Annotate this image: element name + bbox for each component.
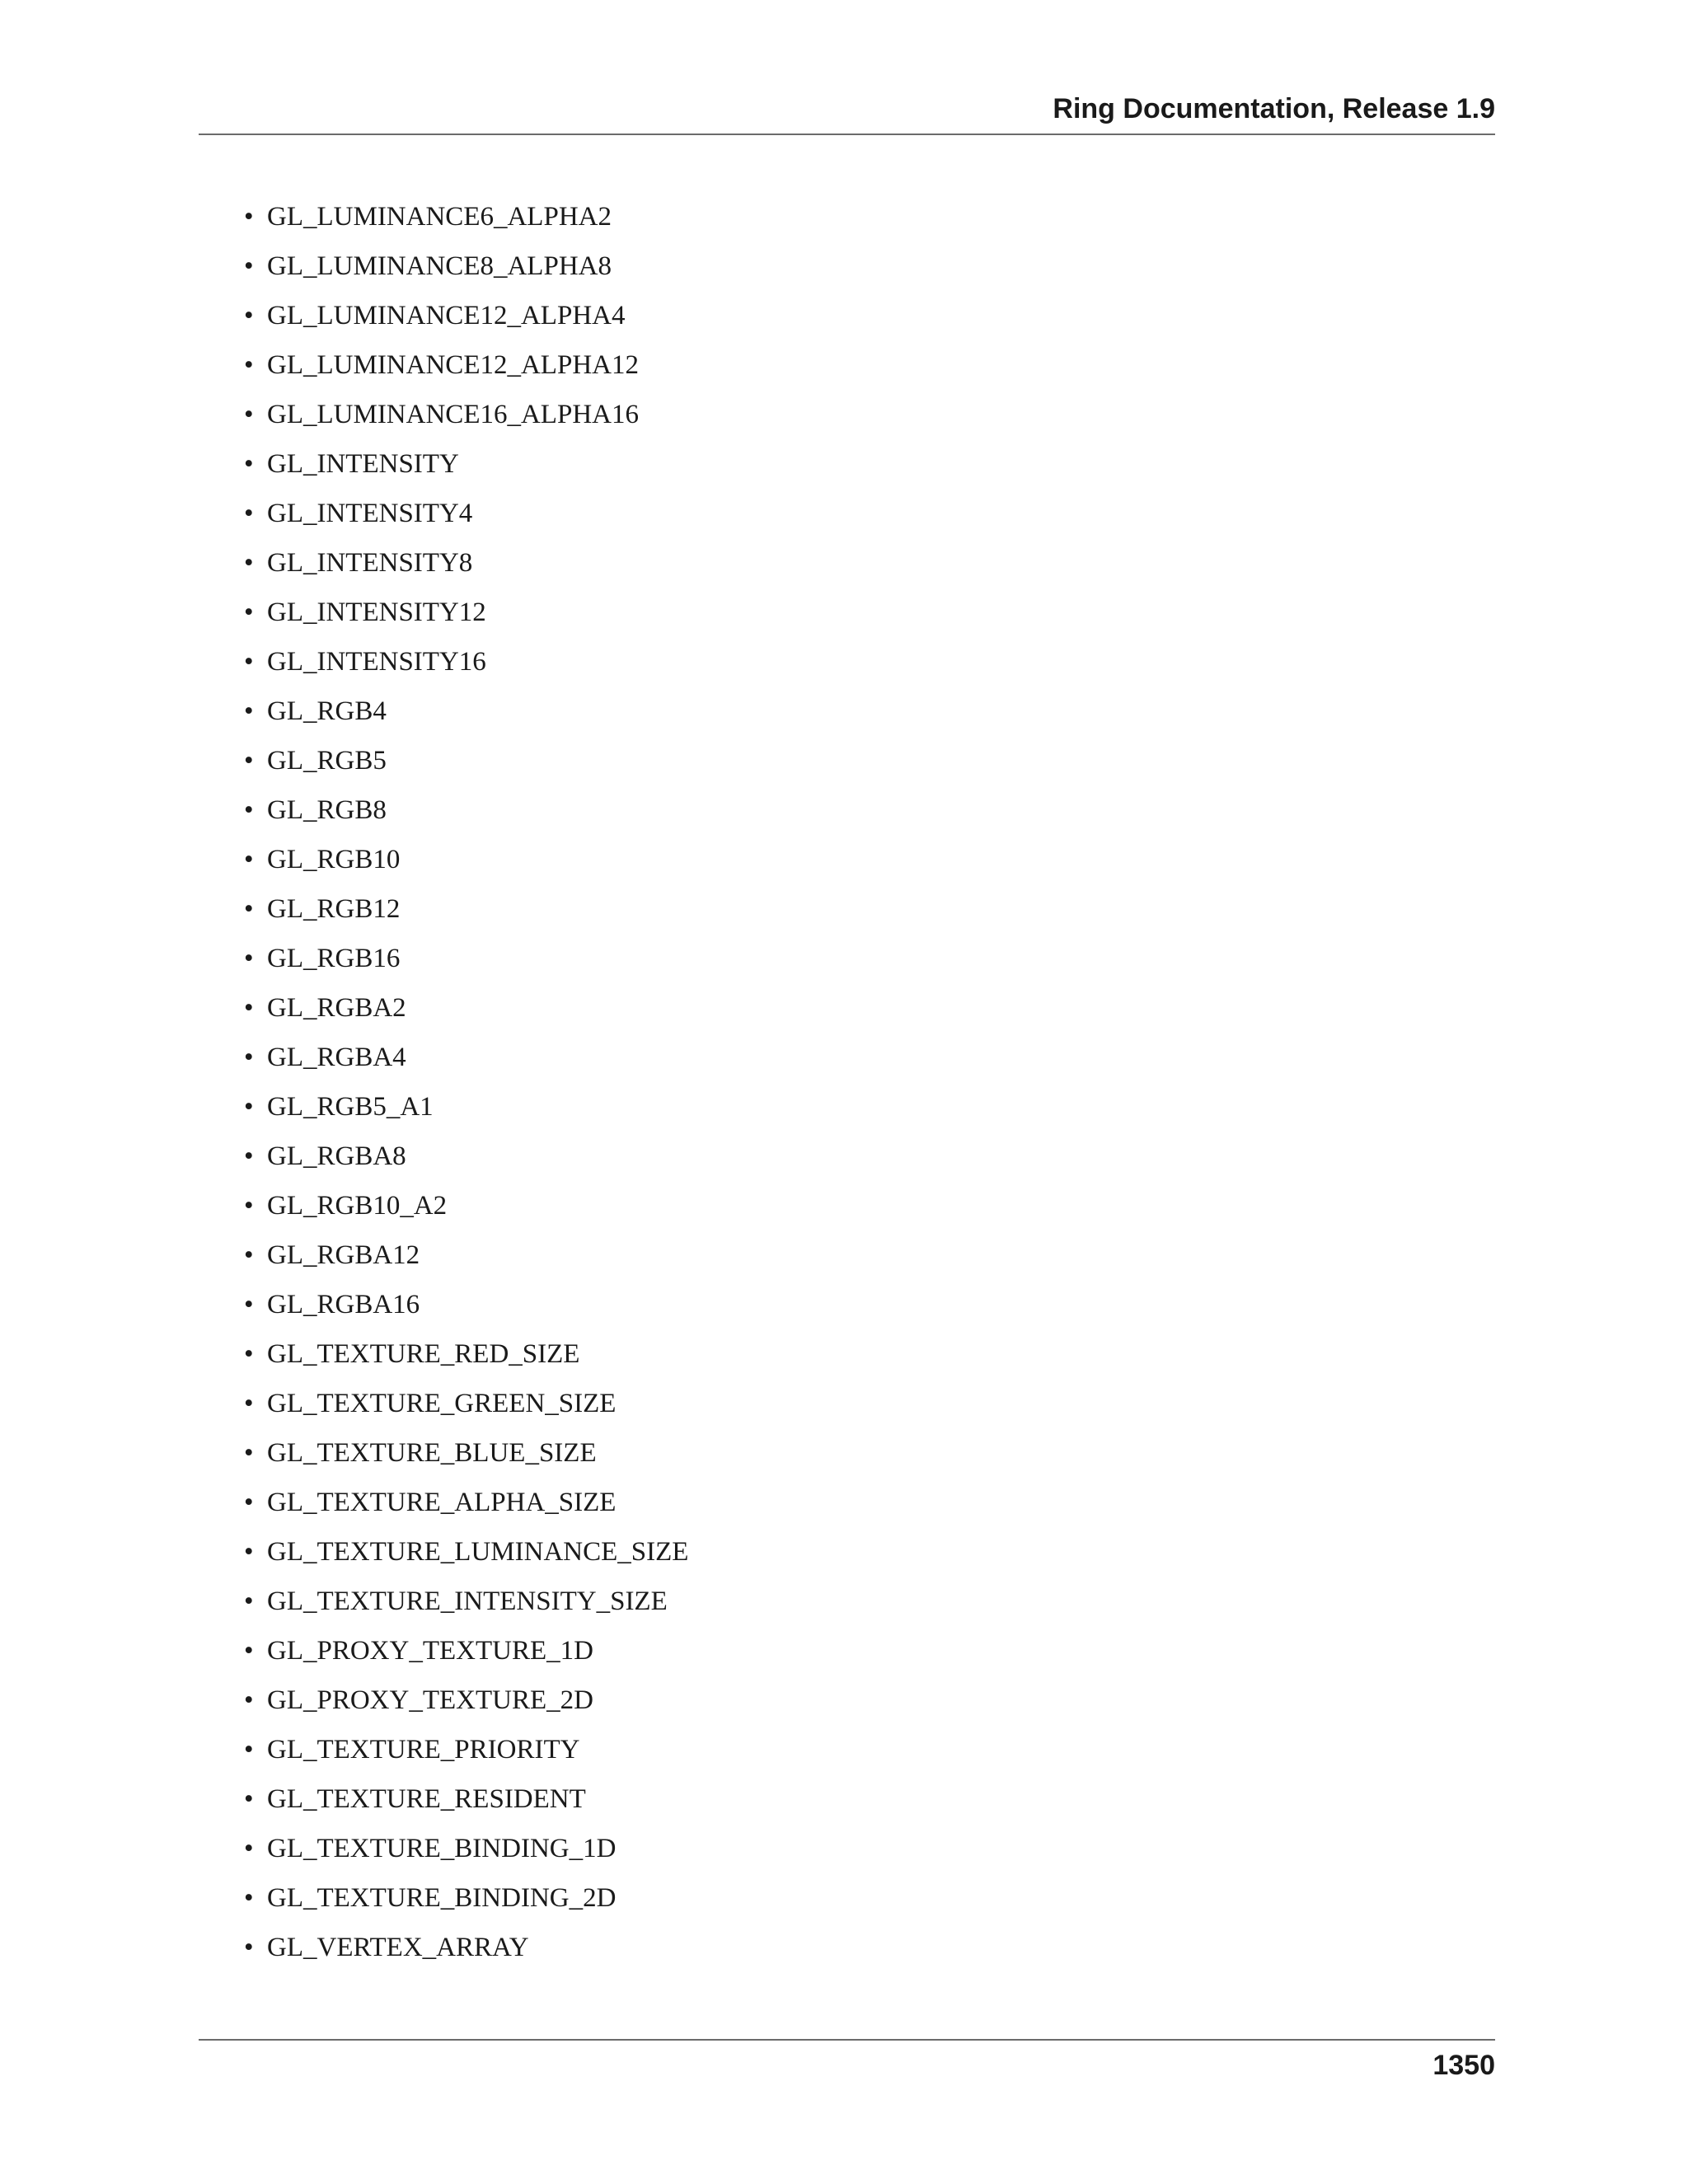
- list-item: [199, 1187, 1495, 1236]
- list-item-text: GL_TEXTURE_INTENSITY_SIZE: [267, 1586, 668, 1616]
- list-item-text: GL_INTENSITY4: [267, 499, 473, 528]
- list-item-text: GL_INTENSITY12: [267, 598, 486, 627]
- list-item-text: GL_LUMINANCE8_ALPHA8: [267, 251, 612, 281]
- bullet-icon: •: [244, 1685, 254, 1715]
- list-item-text: GL_RGB8: [267, 795, 387, 825]
- list-item-text: GL_TEXTURE_RESIDENT: [267, 1784, 586, 1814]
- list-item: [199, 940, 1495, 989]
- list-item-text: GL_RGBA8: [267, 1141, 406, 1171]
- list-item: [199, 841, 1495, 890]
- list-item: [199, 198, 1495, 247]
- page-footer: [199, 2039, 1495, 2081]
- list-item: [199, 593, 1495, 643]
- list-item: [199, 544, 1495, 593]
- bullet-icon: •: [244, 1735, 254, 1765]
- bullet-icon: •: [244, 1389, 254, 1418]
- bullet-icon: •: [244, 251, 254, 281]
- list-item-text: GL_RGB10: [267, 845, 401, 874]
- list-item-text: GL_LUMINANCE12_ALPHA12: [267, 350, 639, 380]
- list-item-text: GL_RGBA16: [267, 1290, 420, 1319]
- list-item-text: GL_RGB12: [267, 894, 401, 924]
- list-item-text: GL_TEXTURE_RED_SIZE: [267, 1339, 580, 1369]
- bullet-icon: •: [244, 1537, 254, 1567]
- document-title: Ring Documentation, Release 1.9: [1053, 93, 1495, 124]
- list-item-text: GL_RGB16: [267, 944, 401, 973]
- list-item: [199, 989, 1495, 1038]
- list-item-text: GL_LUMINANCE12_ALPHA4: [267, 301, 626, 330]
- list-item-text: GL_INTENSITY16: [267, 647, 486, 677]
- list-item: [199, 1335, 1495, 1385]
- list-item: [199, 247, 1495, 297]
- bullet-icon: •: [244, 944, 254, 973]
- list-item-text: GL_INTENSITY8: [267, 548, 473, 578]
- list-item: [199, 1286, 1495, 1335]
- bullet-icon: •: [244, 1586, 254, 1616]
- bullet-icon: •: [244, 845, 254, 874]
- list-item-text: GL_RGBA12: [267, 1240, 420, 1270]
- list-item: [199, 791, 1495, 841]
- constant-list: [199, 198, 1495, 1978]
- list-item: [199, 742, 1495, 791]
- bullet-icon: •: [244, 1834, 254, 1863]
- list-item-text: GL_RGB4: [267, 696, 387, 726]
- list-item: [199, 890, 1495, 940]
- list-item: [199, 1780, 1495, 1830]
- bullet-icon: •: [244, 894, 254, 924]
- bullet-icon: •: [244, 1141, 254, 1171]
- bullet-icon: •: [244, 1438, 254, 1468]
- list-item: [199, 1731, 1495, 1780]
- bullet-icon: •: [244, 1339, 254, 1369]
- list-item: [199, 1088, 1495, 1137]
- bullet-icon: •: [244, 647, 254, 677]
- bullet-icon: •: [244, 1488, 254, 1517]
- list-item-text: GL_VERTEX_ARRAY: [267, 1933, 529, 1962]
- list-item-text: GL_RGB5: [267, 746, 387, 776]
- list-item: [199, 1137, 1495, 1187]
- list-item: [199, 643, 1495, 692]
- list-item-text: GL_RGB5_A1: [267, 1092, 434, 1122]
- bullet-icon: •: [244, 746, 254, 776]
- list-item: [199, 445, 1495, 494]
- list-item-text: GL_PROXY_TEXTURE_2D: [267, 1685, 593, 1715]
- bullet-icon: •: [244, 1290, 254, 1319]
- bullet-icon: •: [244, 1043, 254, 1072]
- bullet-icon: •: [244, 1933, 254, 1962]
- bullet-icon: •: [244, 1784, 254, 1814]
- bullet-icon: •: [244, 202, 254, 232]
- list-item-text: GL_TEXTURE_BLUE_SIZE: [267, 1438, 597, 1468]
- list-item: [199, 1434, 1495, 1483]
- list-item: [199, 1879, 1495, 1929]
- list-item-text: GL_TEXTURE_ALPHA_SIZE: [267, 1488, 617, 1517]
- list-item: [199, 1038, 1495, 1088]
- bullet-icon: •: [244, 598, 254, 627]
- bullet-icon: •: [244, 350, 254, 380]
- page-number: 1350: [1432, 2050, 1495, 2081]
- list-item-text: GL_RGBA2: [267, 993, 406, 1023]
- list-item: [199, 1929, 1495, 1978]
- list-item: [199, 494, 1495, 544]
- list-item: [199, 297, 1495, 346]
- bullet-icon: •: [244, 696, 254, 726]
- bullet-icon: •: [244, 795, 254, 825]
- list-item-text: GL_RGB10_A2: [267, 1191, 448, 1221]
- list-item-text: GL_TEXTURE_GREEN_SIZE: [267, 1389, 617, 1418]
- list-item-text: GL_INTENSITY: [267, 449, 459, 479]
- bullet-icon: •: [244, 548, 254, 578]
- list-item-text: GL_PROXY_TEXTURE_1D: [267, 1636, 593, 1666]
- list-item: [199, 1830, 1495, 1879]
- list-item: [199, 1385, 1495, 1434]
- list-item: [199, 1582, 1495, 1632]
- list-item: [199, 396, 1495, 445]
- list-item-text: GL_TEXTURE_BINDING_1D: [267, 1834, 617, 1863]
- page-content: [199, 198, 1495, 1978]
- bullet-icon: •: [244, 1092, 254, 1122]
- bullet-icon: •: [244, 1191, 254, 1221]
- list-item-text: GL_LUMINANCE6_ALPHA2: [267, 202, 612, 232]
- list-item: [199, 346, 1495, 396]
- list-item: [199, 1681, 1495, 1731]
- list-item: [199, 1483, 1495, 1533]
- list-item-text: GL_RGBA4: [267, 1043, 406, 1072]
- bullet-icon: •: [244, 1240, 254, 1270]
- bullet-icon: •: [244, 301, 254, 330]
- list-item: [199, 1533, 1495, 1582]
- list-item-text: GL_TEXTURE_LUMINANCE_SIZE: [267, 1537, 689, 1567]
- bullet-icon: •: [244, 400, 254, 429]
- bullet-icon: •: [244, 993, 254, 1023]
- list-item: [199, 692, 1495, 742]
- bullet-icon: •: [244, 1883, 254, 1913]
- bullet-icon: •: [244, 449, 254, 479]
- list-item: [199, 1632, 1495, 1681]
- list-item: [199, 1236, 1495, 1286]
- list-item-text: GL_TEXTURE_BINDING_2D: [267, 1883, 617, 1913]
- page-header: [199, 92, 1495, 135]
- list-item-text: GL_LUMINANCE16_ALPHA16: [267, 400, 639, 429]
- bullet-icon: •: [244, 499, 254, 528]
- list-item-text: GL_TEXTURE_PRIORITY: [267, 1735, 580, 1765]
- bullet-icon: •: [244, 1636, 254, 1666]
